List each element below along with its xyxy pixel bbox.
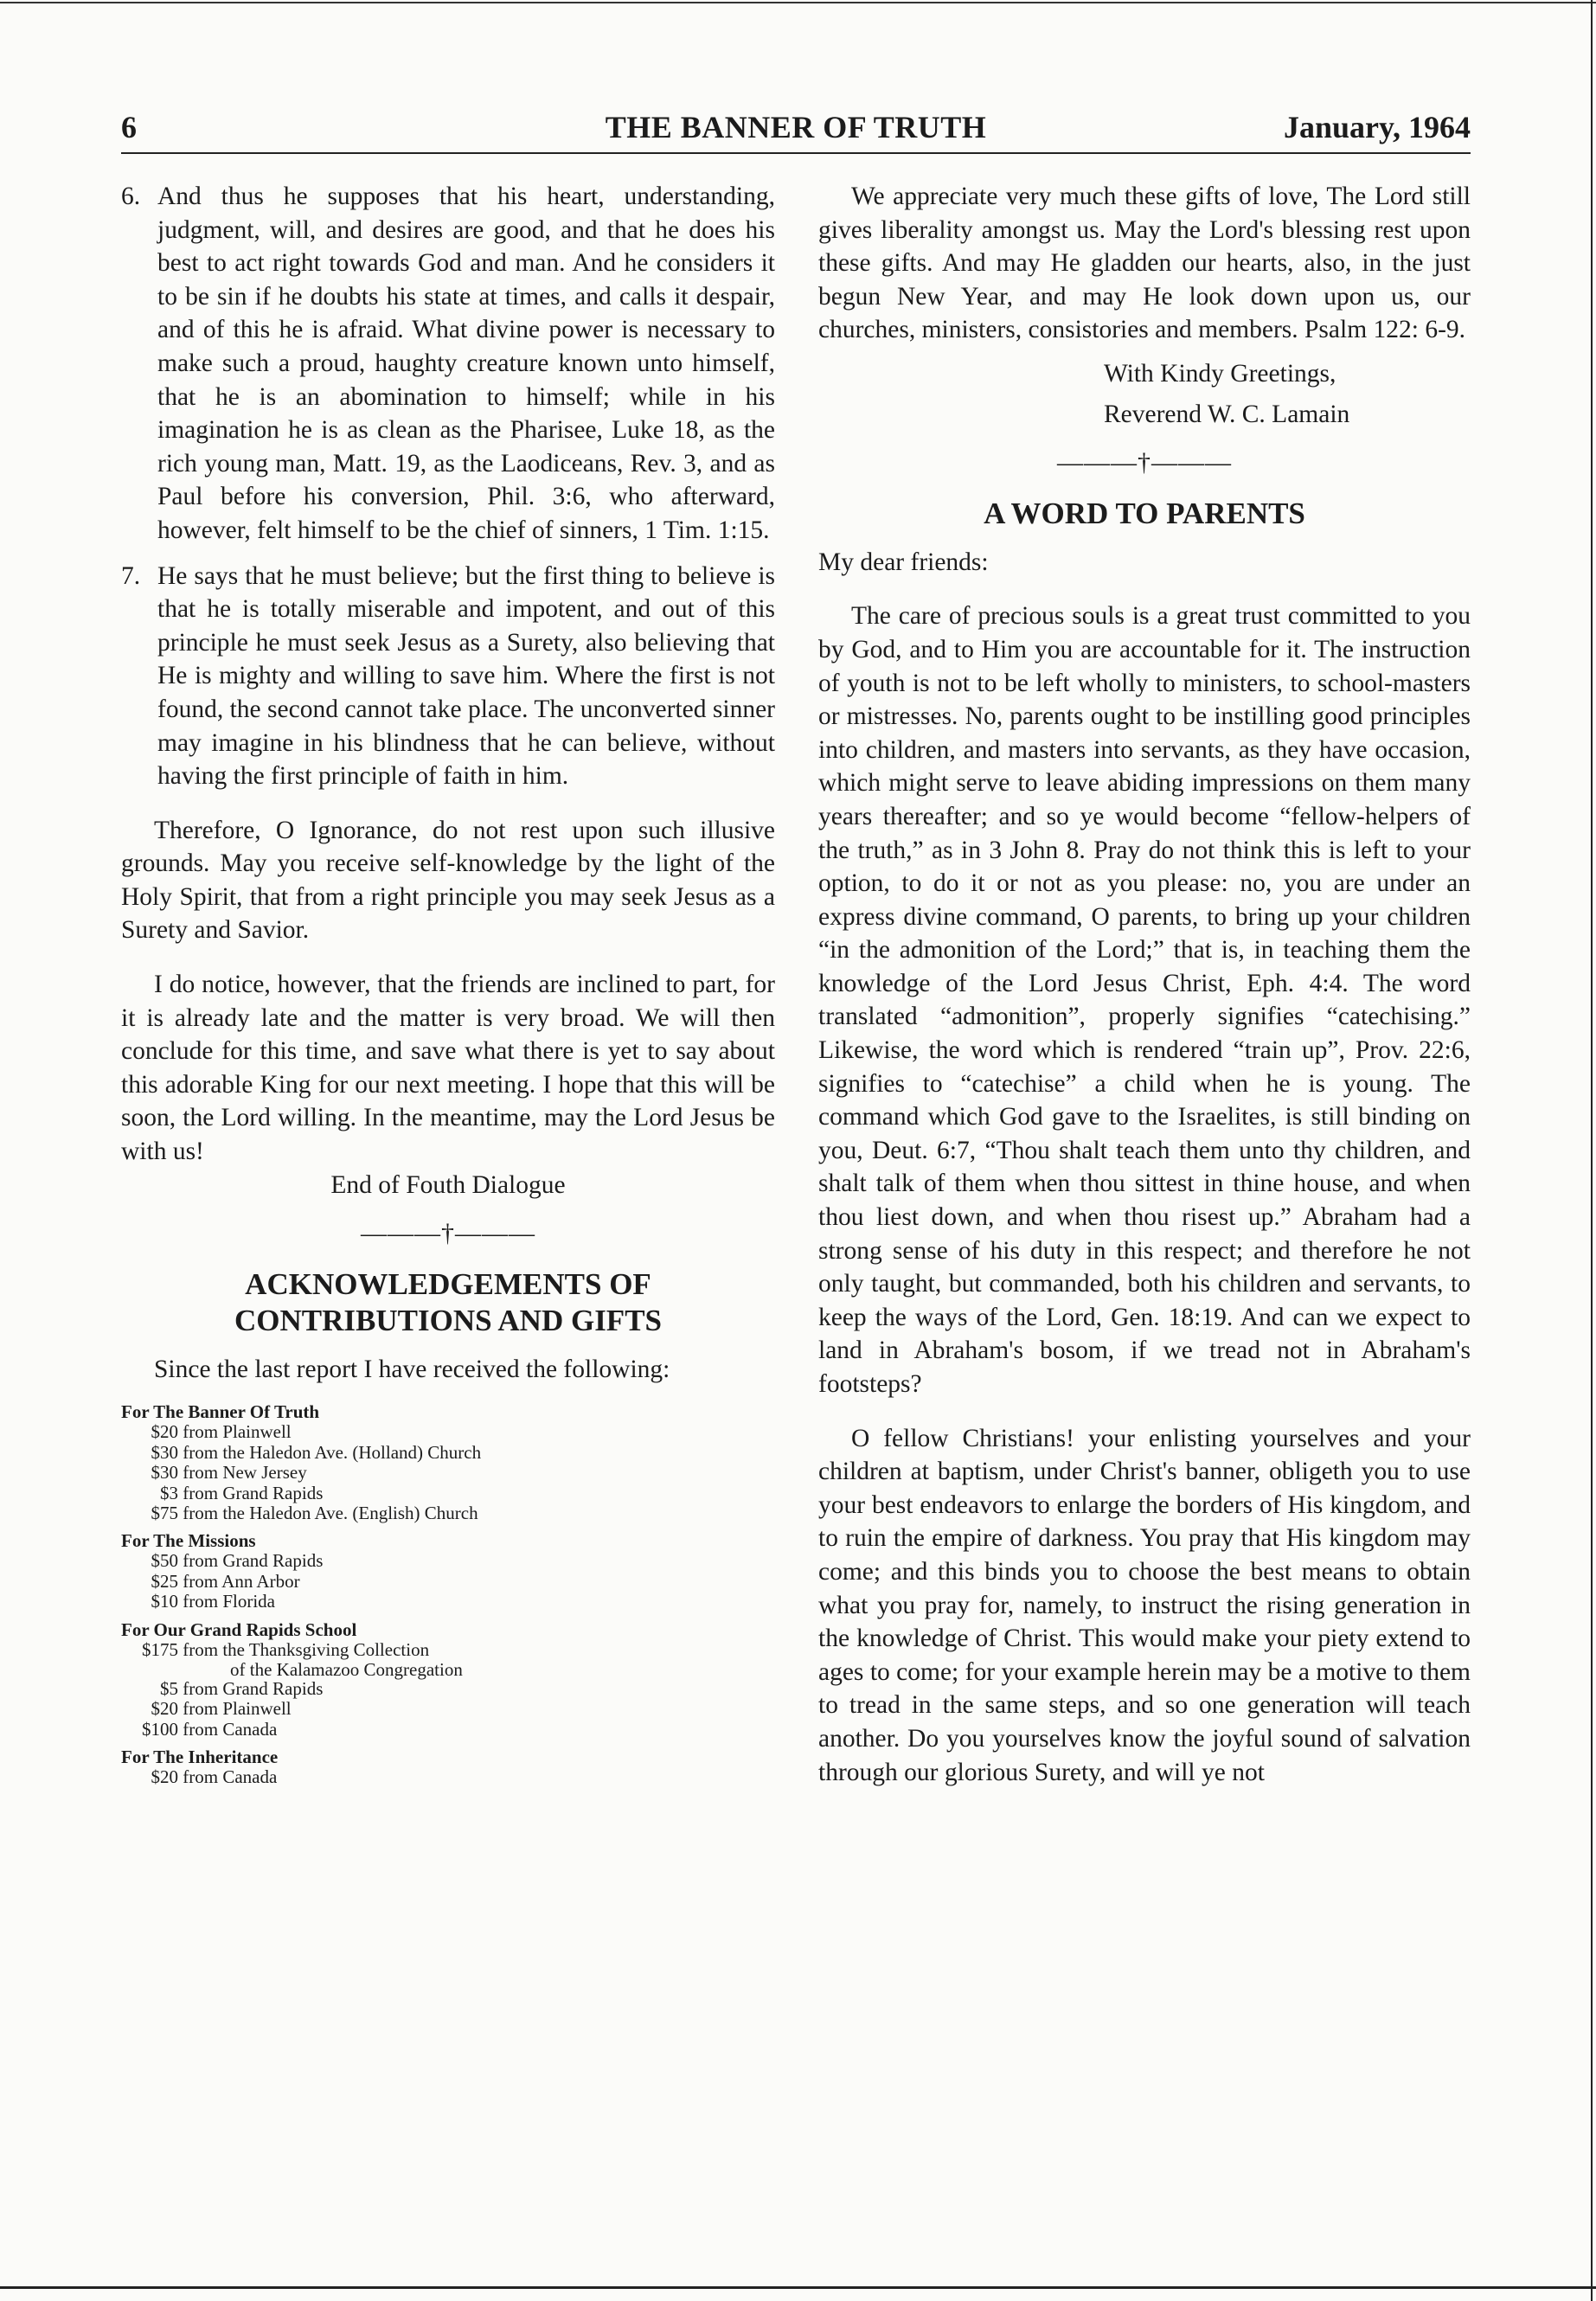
ack-amount: $5 (160, 1678, 178, 1700)
ack-line (121, 1551, 775, 1571)
ack-line (121, 1767, 775, 1787)
ack-amount: $20 (151, 1766, 178, 1788)
ack-source: from the Haledon Ave. (Holland) Church (183, 1441, 482, 1463)
paragraph-notice: I do notice, however, that the friends are inclined to part, for it is already late and the matter is very broad. We will then conclude for this time, and save what there is yet to say about this adorable King for our next meeting. I hope that this will be soon, the Lord willing. In the meantime, may the Lord Jesus be with us! (121, 971, 775, 1166)
ack-line (121, 1592, 775, 1612)
ack-source: from Florida (183, 1591, 275, 1612)
ack-line (121, 1503, 775, 1523)
signature: Reverend W. C. Lamain (1104, 400, 1350, 428)
ack-source: from the Haledon Ave. (English) Church (183, 1503, 478, 1524)
ack-line (121, 1699, 775, 1719)
list-item-text: And thus he supposes that his heart, understanding, judgment, will, and desires are good, and that he does his best to act right towards God and man. And he considers it to be sin if he doubts his state at times, and calls it despair, and of this he is afraid. What divine power is necessary to make such a proud, haughty creature known unto himself, that he is an abomination to himself; while in his imagination he is as clean as the Pharisee, Luke 18, as the rich young man, Matt. 19, as the Laodiceans, Rev. 3, and as Paul before his conversion, Phil. 3:6, who afterward, however, felt himself to be the chief of sinners, 1 Tim. 1:15. (157, 183, 775, 544)
paragraph-appreciate: We appreciate very much these gifts of love, The Lord still gives liberality amongst us. May the Lord's blessing rest upon these gifts. And may He gladden our hearts, also, in the just begun New Year, and may He look down upon us, our churches, ministers, consistories and members. Psalm 122: 6-9. (818, 183, 1471, 344)
ack-amount: $20 (151, 1698, 178, 1720)
ack-line (121, 1422, 775, 1442)
ack-line (121, 1484, 775, 1503)
ack-category: For Our Grand Rapids School (121, 1618, 357, 1640)
ack-amount: $25 (151, 1570, 178, 1592)
ack-amount: $30 (151, 1441, 178, 1463)
ack-amount: $30 (151, 1462, 178, 1484)
ack-source: from Grand Rapids (183, 1550, 324, 1572)
cross-divider: ———†——— (361, 1219, 535, 1248)
ack-source: from Ann Arbor (183, 1570, 300, 1592)
ack-line (121, 1720, 775, 1740)
publication-title: THE BANNER OF TRUTH (605, 110, 987, 144)
salutation: My dear friends: (818, 548, 989, 576)
ack-amount: $100 (142, 1718, 178, 1740)
ack-amount: $20 (151, 1421, 178, 1443)
ack-source: from Plainwell (183, 1421, 292, 1443)
right-column (818, 180, 1471, 1789)
ack-source: from Canada (183, 1766, 278, 1788)
page-edge-bottom (0, 2286, 1596, 2289)
list-item-7 (121, 560, 775, 793)
ack-amount: $50 (151, 1550, 178, 1572)
cross-divider: ———†——— (1057, 448, 1232, 478)
ack-amount: $10 (151, 1591, 178, 1612)
ack-line (121, 1572, 775, 1592)
ack-amount: $75 (151, 1503, 178, 1524)
closing-greeting: With Kindy Greetings, (1104, 359, 1336, 388)
ack-category: For The Banner Of Truth (121, 1401, 320, 1423)
acknowledgements-title (121, 1266, 775, 1339)
paragraph-care: The care of precious souls is a great trust committed to you by God, and to Him you are accountable for it. The instruction of youth is not to be left wholly to ministers, to school-masters or mistresses. No, parents ought to be instilling good principles into children, and masters into servants, as they have occasion, which might serve to leave abiding impressions on them many years thereafter; and so ye would become “fellow-helpers of the truth,” as in 3 John 8. Pray do not think this is left to your option, to do it or not as you please: no, you are under an express divine command, O parents, to bring up your children “in the admonition of the Lord;” that is, in teaching them the knowledge of the Lord Jesus Christ, Eph. 4:4. The word translated “admonition”, properly signifies “catechising.” Likewise, the word which is rendered “train up”, Prov. 22:6, signifies to “catechise” a child when he is young. The command which God gave to the Israelites, is still binding on you, Deut. 6:7, “Thou shalt teach them unto thy children, and shalt talk of them when thou sittest in thine house, and when thou liest down, and when thou risest up.” Abraham had a strong sense of his duty in this respect; and therefore he not only taught, but commanded, both his children and servants, to keep the ways of the Lord, Gen. 18:19. And can we expect to land in Abraham's bosom, if we tread not in Abraham's footsteps? (818, 602, 1471, 1398)
ack-amount: $175 (142, 1638, 178, 1660)
acknowledgements-intro: Since the last report I have received the following: (154, 1355, 670, 1383)
list-item-text: He says that he must believe; but the first thing to believe is that he is totally miserable and impotent, and out of this principle he must seek Jesus as a Surety, also believing that He is mighty and willing to save him. Where the first is not found, the second cannot take place. The unconverted sinner may imagine in his blindness that he can believe, without having the first principle of faith in him. (157, 561, 775, 791)
ack-source: from New Jersey (183, 1462, 307, 1484)
page-number: 6 (121, 110, 137, 144)
list-item-number: 7. (121, 561, 141, 590)
paragraph-fellow-christians: O fellow Christians! your enlisting yourselves and your children at baptism, under Christ's banner, obligeth you to use your best endeavors to enlarge the borders of His kingdom, and to ruin the empire of darkness. You pray that His kingdom may come; and this binds you to choose the best means to obtain what you pray for, namely, to instruct the rising generation in the knowledge of Christ. This would make your piety extend to ages to come; for your example herein may be a motive to them to tread in the same steps, and so one generation will teach another. Do you yourselves know the joyful sound of salvation through our glorious Surety, and will ye not (818, 1424, 1471, 1786)
acknowledgements-title-line-2: CONTRIBUTIONS AND GIFTS (234, 1303, 662, 1337)
ack-category: For The Inheritance (121, 1747, 279, 1768)
ack-amount: $3 (160, 1482, 178, 1503)
ack-source: from the Thanksgiving Collection (183, 1638, 430, 1660)
running-header (121, 109, 1471, 154)
paragraph-therefore: Therefore, O Ignorance, do not rest upon such illusive grounds. May you receive self-knowledge by the light of the Holy Spirit, that from a right principle you may seek Jesus as a Surety and Savior. (121, 816, 775, 945)
ack-source: from Canada (183, 1718, 278, 1740)
acknowledgements-title-line-1: ACKNOWLEDGEMENTS OF (245, 1266, 651, 1301)
acknowledgements-list (121, 1401, 775, 1787)
page-edge-right (1591, 0, 1593, 2301)
list-item-6 (121, 180, 775, 548)
ack-line (121, 1463, 775, 1483)
ack-line-continuation: of the Kalamazoo Congregation (230, 1659, 463, 1681)
ack-source: from Grand Rapids (183, 1482, 324, 1503)
ack-line (121, 1679, 775, 1699)
list-item-number: 6. (121, 183, 141, 210)
issue-date: January, 1964 (1283, 110, 1471, 144)
end-of-dialogue: End of Fouth Dialogue (330, 1170, 566, 1199)
left-column (121, 180, 775, 1788)
word-to-parents-title: A WORD TO PARENTS (984, 496, 1305, 530)
ack-line (121, 1443, 775, 1463)
ack-source: from Grand Rapids (183, 1678, 324, 1700)
ack-source: from Plainwell (183, 1698, 292, 1720)
page-edge-top (0, 2, 1596, 3)
ack-line (121, 1640, 775, 1660)
ack-category: For The Missions (121, 1530, 256, 1552)
